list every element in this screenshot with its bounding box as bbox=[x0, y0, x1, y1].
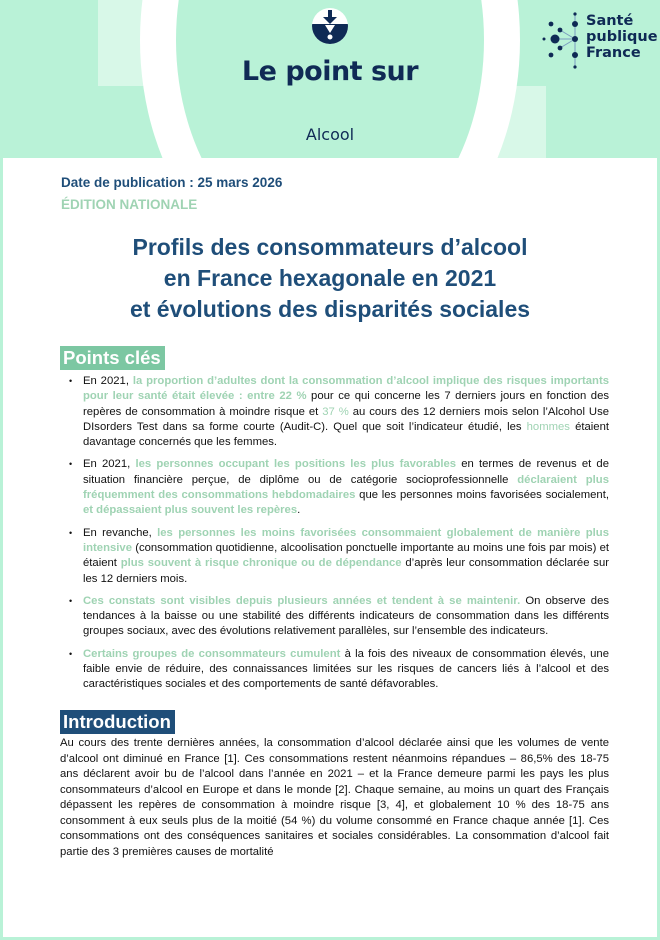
document-page bbox=[3, 158, 657, 937]
download-badge-icon bbox=[311, 7, 349, 45]
publication-date: Date de publication : 25 mars 2026 bbox=[61, 175, 283, 190]
document-title: Profils des consommateurs d’alcool en France hexagonale en 2021 et évolutions des disparités sociales bbox=[129, 234, 531, 322]
sante-publique-france-logo bbox=[542, 10, 657, 72]
brand-title: Le point sur bbox=[241, 56, 419, 87]
list-item: • En 2021, les personnes occupant les positions les plus favorables en termes de revenus et de situation financière perçue, de diplôme ou de catégorie socioprofessionnelle déclaraient plus fréquemment des consommations hebdomadaires que les personnes moins favorisées socialement, et dépassaient plus souvent les repères. bbox=[69, 457, 609, 518]
list-item: • Certains groupes de consommateurs cumulent à la fois des niveaux de consommation élevés, une faible envie de réduire, des connaissances limitées sur les risques de cancers liés à l’alcool et des caractéristiques sociales et des comportements de santé défavorables. bbox=[69, 647, 609, 693]
report-header bbox=[0, 0, 660, 158]
molecule-icon bbox=[542, 10, 584, 72]
list-item: • En revanche, les personnes les moins favorisées consommaient globalement de manière plus intensive (consommation quotidienne, alcoolisation ponctuelle importante au moins une fois par mois) et étaient plus souvent à risque chronique ou de dépendance d’après leur consommation déclarée sur les 12 derniers mois. bbox=[69, 526, 609, 587]
logo-text: Santé publique France bbox=[586, 13, 658, 61]
section-heading-key-points: Points clés bbox=[60, 346, 165, 370]
list-item: • En 2021, la proportion d’adultes dont la consommation d’alcool implique des risques importants pour leur santé était élevée : entre 22 % pour ce qui concerne les 7 derniers jours en fonction des repères de consommation à moindre risque et 37 % au cours des 12 derniers mois selon l’Alcohol Use DIsorders Test dans sa forme courte (Audit-C). Quel que soit l’indicateur étudié, les hommes étaient davantage concernés que les femmes. bbox=[69, 374, 609, 450]
introduction-paragraph: Au cours des trente dernières années, la consommation d’alcool déclarée ainsi que les volumes de vente d’alcool ont diminué en France [1]. Ces consommations restent néanmoins répandues – 86,5% des 18-75 ans déclarent avoir bu de l’alcool dans l’année en 2021 – et la France demeure parmi les pays les plus consommateurs d’alcool en Europe et dans le monde [2]. Chaque semaine, au moins un quart des Français dépassent les repères de consommation à moindre risque [3, 4], et globalement 10 % des 18-75 ans consomment à eux seuls plus de la moitié (54 %) du volume consommé en France chaque année [1]. Ces consommations ont des conséquences sanitaires et sociales considérables. La consommation d’alcool fait partie des 3 premières causes de mortalité bbox=[60, 737, 609, 858]
section-heading-introduction: Introduction bbox=[60, 710, 175, 734]
list-item: • Ces constats sont visibles depuis plusieurs années et tendent à se maintenir. On observe des tendances à la baisse ou une stabilité des différents indicateurs de consommation dans les différents groupes sociaux, avec des évolutions relativement parallèles, sur l’ensemble des indicateurs. bbox=[69, 594, 609, 640]
edition-label: ÉDITION NATIONALE bbox=[61, 197, 198, 212]
key-points-list bbox=[69, 374, 609, 700]
topic-label: Alcool bbox=[305, 125, 355, 144]
